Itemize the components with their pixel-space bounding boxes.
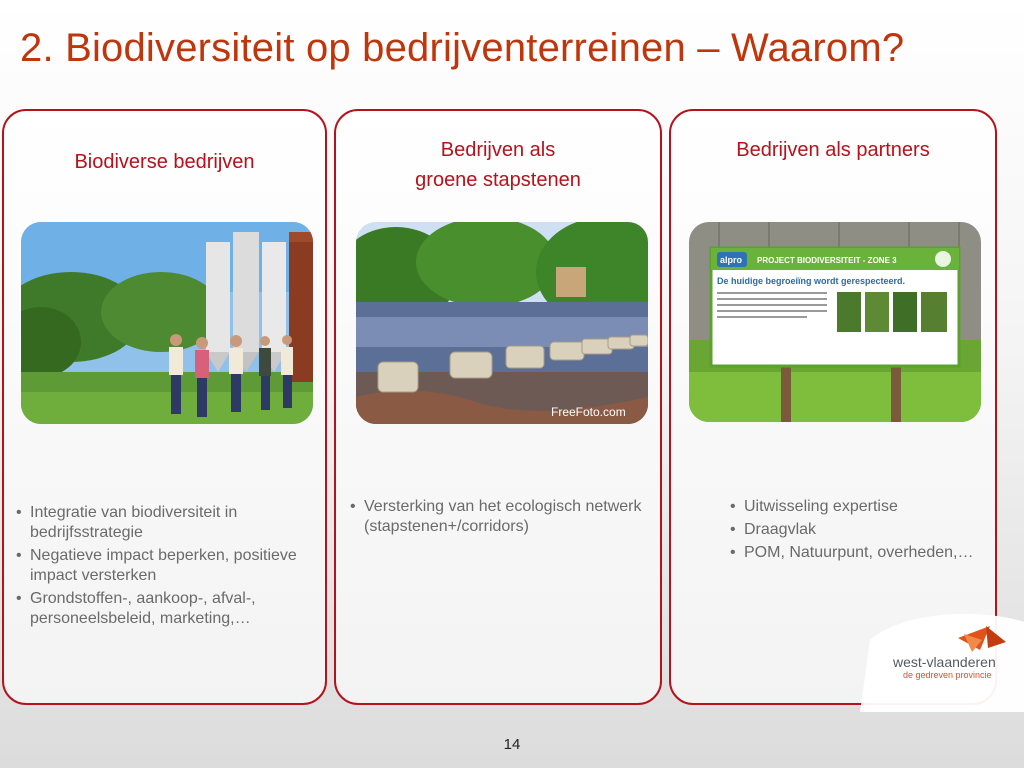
panel-heading-line: Bedrijven als partners (736, 139, 930, 161)
bullet-item: • Grondstoffen-, aankoop-, afval-, personeelsbeleid, marketing,… (16, 589, 316, 629)
slide-title: 2. Biodiversiteit op bedrijventerreinen – Waarom? (20, 26, 905, 70)
logo-name: west-vlaanderen (893, 654, 996, 670)
photo-people-at-silos (21, 222, 313, 424)
west-vlaanderen-logo (860, 612, 1024, 712)
bullet-list (350, 497, 655, 540)
page-number: 14 (503, 736, 521, 753)
panel-heading-line: groene stapstenen (415, 169, 581, 191)
sign-brand: alpro (720, 255, 743, 265)
logo-tagline: de gedreven provincie (903, 670, 992, 680)
bullet-item: • Versterking van het ecologisch netwerk (stapstenen+/corridors) (350, 497, 655, 537)
sign-headline: De huidige begroeiïng wordt gerespecteerd. (717, 276, 906, 286)
bullet-list (16, 503, 316, 632)
bullet-item: • Negatieve impact beperken, positieve impact versterken (16, 546, 316, 586)
panel-heading-line: Bedrijven als (440, 139, 556, 161)
panel-groene-stapstenen (334, 109, 662, 705)
bullet-item: • Draagvlak (730, 520, 985, 540)
photo-biodiversity-sign (689, 222, 981, 422)
bullet-item: • Integratie van biodiversiteit in bedrijfsstrategie (16, 503, 316, 543)
photo-stepping-stones-river (356, 222, 648, 424)
bullet-item: • POM, Natuurpunt, overheden,… (730, 543, 985, 563)
panel-heading (4, 147, 325, 177)
bullet-list (730, 497, 985, 566)
sign-header: PROJECT BIODIVERSITEIT - ZONE 3 (757, 256, 897, 265)
panel-biodiverse-bedrijven (2, 109, 327, 705)
bullet-item: • Uitwisseling expertise (730, 497, 985, 517)
panel-heading (336, 135, 660, 195)
photo-watermark: FreeFoto.com (551, 405, 626, 419)
panel-heading-line: Biodiverse bedrijven (74, 151, 255, 173)
panel-heading (671, 135, 995, 165)
